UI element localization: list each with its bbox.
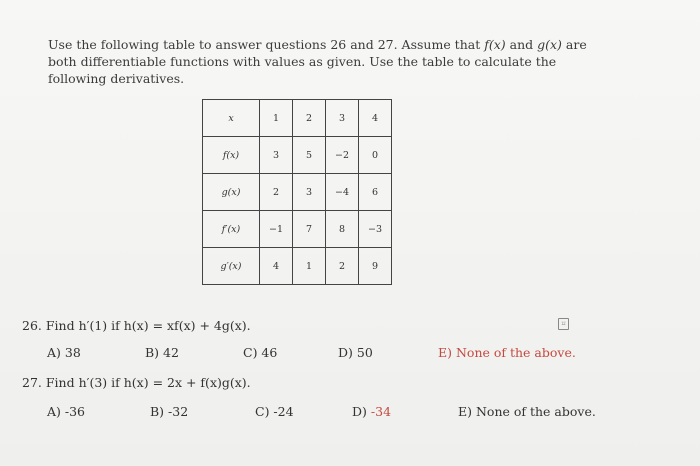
table-cell: 0 (359, 137, 392, 174)
instructions-text-b: are both differentiable functions with values as given. Use the table to calculate the following derivatives. (48, 37, 587, 86)
choice-27-b[interactable]: B) -32 (150, 404, 189, 419)
values-table (202, 99, 392, 285)
table-cell: −1 (260, 211, 293, 248)
choice-27-a[interactable]: A) -36 (47, 404, 86, 419)
table-cell: 5 (293, 137, 326, 174)
question-number: 27. (22, 375, 42, 390)
question-text: Find h′(3) if h(x) = 2x + f(x)g(x). (45, 375, 251, 390)
fx-symbol: f(x) (484, 37, 506, 52)
table-cell: 6 (359, 174, 392, 211)
table-header-cell: x (203, 100, 260, 137)
table-row (203, 248, 392, 285)
instructions-text-a: Use the following table to answer questions 26 and 27. Assume that (48, 37, 485, 52)
table-cell: 9 (359, 248, 392, 285)
table-cell: 2 (260, 174, 293, 211)
choice-label: D) (352, 404, 367, 419)
instructions-and: and (505, 37, 538, 52)
question-27 (22, 375, 251, 390)
question-number: 26. (22, 318, 42, 333)
table-cell: 3 (260, 137, 293, 174)
table-cell: 7 (293, 211, 326, 248)
choice-26-e[interactable]: E) None of the above. (438, 345, 576, 360)
table-cell: −4 (326, 174, 359, 211)
gx-symbol: g(x) (537, 37, 562, 52)
instructions-paragraph (48, 36, 608, 87)
table-cell: −3 (359, 211, 392, 248)
choice-27-c[interactable]: C) -24 (255, 404, 294, 419)
table-cell: 4 (260, 248, 293, 285)
choice-27-e[interactable]: E) None of the above. (458, 404, 596, 419)
choice-26-a[interactable]: A) 38 (47, 345, 81, 360)
table-cell: −2 (326, 137, 359, 174)
choice-26-c[interactable]: C) 46 (243, 345, 278, 360)
table-header-cell: 4 (359, 100, 392, 137)
table-row (203, 137, 392, 174)
table-cell: 3 (293, 174, 326, 211)
table-cell: 2 (326, 248, 359, 285)
table-header-row (203, 100, 392, 137)
note-icon[interactable]: ⌑ (558, 318, 569, 330)
choice-26-b[interactable]: B) 42 (145, 345, 179, 360)
table-header-cell: 2 (293, 100, 326, 137)
table-cell: 1 (293, 248, 326, 285)
table-row (203, 174, 392, 211)
row-label: g′(x) (203, 248, 260, 285)
choice-value: -34 (370, 404, 392, 419)
table-header-cell: 1 (260, 100, 293, 137)
row-label: g(x) (203, 174, 260, 211)
table-header-cell: 3 (326, 100, 359, 137)
row-label: f(x) (203, 137, 260, 174)
choice-26-d[interactable]: D) 50 (338, 345, 373, 360)
table-cell: 8 (326, 211, 359, 248)
table-row (203, 211, 392, 248)
question-text: Find h′(1) if h(x) = xf(x) + 4g(x). (45, 318, 251, 333)
choice-27-d[interactable] (352, 404, 391, 419)
question-26 (22, 318, 251, 333)
row-label: f′(x) (203, 211, 260, 248)
